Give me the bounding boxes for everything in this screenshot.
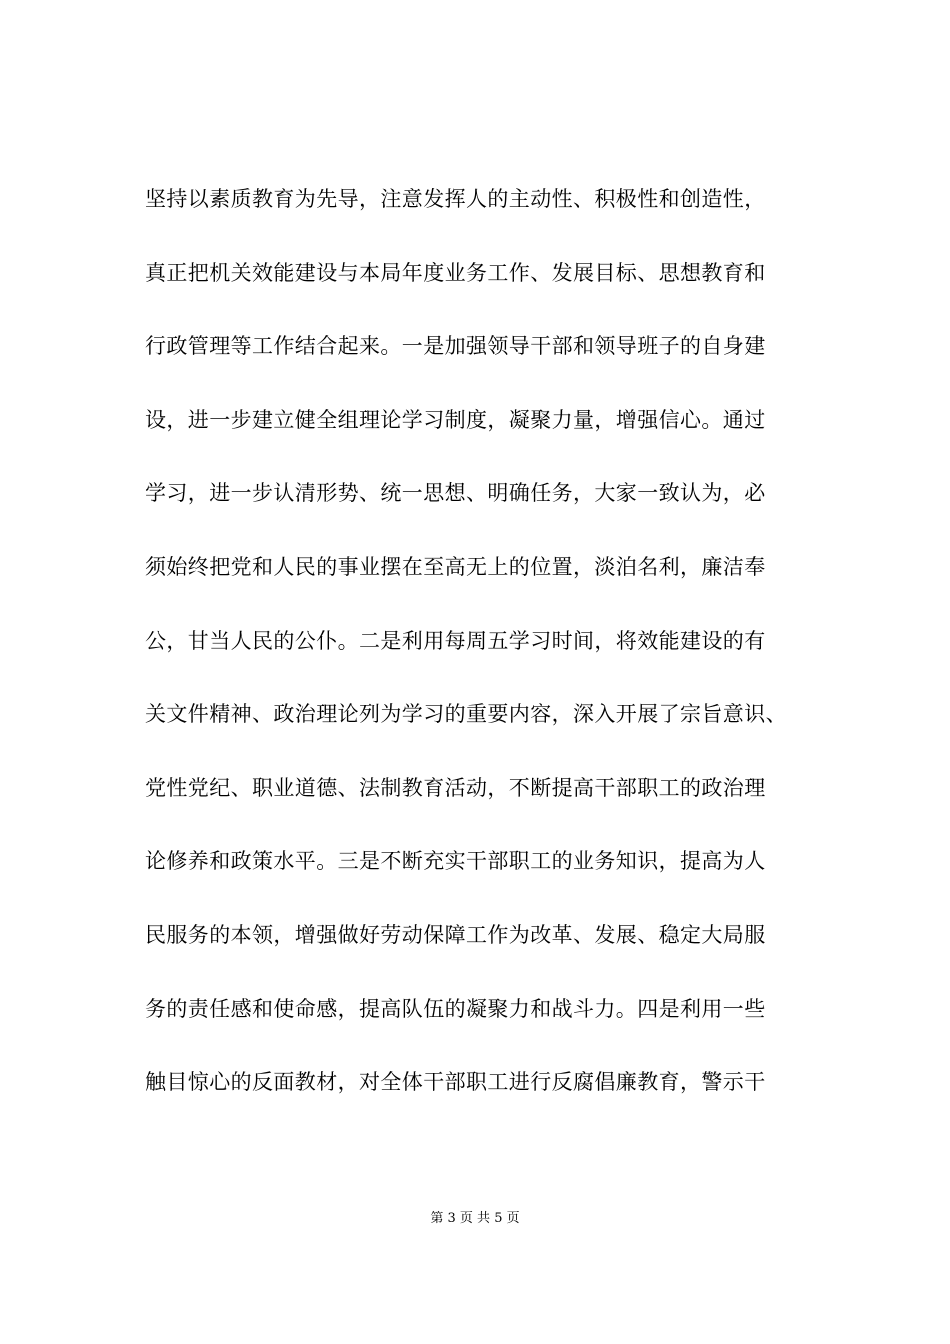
text-line: 触目惊心的反面教材，对全体干部职工进行反腐倡廉教育，警示干 xyxy=(145,1070,766,1095)
page-number: 第 3 页 共 5 页 xyxy=(430,1211,520,1226)
body-text xyxy=(145,176,825,1133)
text-line: 公，甘当人民的公仆。二是利用每周五学习时间，将效能建设的有 xyxy=(145,628,766,653)
text-line: 民服务的本领，增强做好劳动保障工作为改革、发展、稳定大局服 xyxy=(145,922,766,947)
text-line: 设，进一步建立健全组理论学习制度，凝聚力量，增强信心。通过 xyxy=(145,407,766,432)
text-line: 真正把机关效能建设与本局年度业务工作、发展目标、思想教育和 xyxy=(145,260,766,285)
text-line: 学习，进一步认清形势、统一思想、明确任务，大家一致认为，必 xyxy=(145,481,766,506)
page-footer xyxy=(0,1209,950,1229)
text-line: 党性党纪、职业道德、法制教育活动，不断提高干部职工的政治理 xyxy=(145,775,766,800)
text-line: 论修养和政策水平。三是不断充实干部职工的业务知识，提高为人 xyxy=(145,849,766,874)
text-line: 务的责任感和使命感，提高队伍的凝聚力和战斗力。四是利用一些 xyxy=(145,996,766,1021)
text-line: 关文件精神、政治理论列为学习的重要内容，深入开展了宗旨意识、 xyxy=(145,702,787,727)
text-line: 坚持以素质教育为先导，注意发挥人的主动性、积极性和创造性， xyxy=(145,187,766,211)
text-line: 行政管理等工作结合起来。一是加强领导干部和领导班子的自身建 xyxy=(145,334,766,359)
text-line: 须始终把党和人民的事业摆在至高无上的位置，淡泊名利，廉洁奉 xyxy=(145,554,766,579)
